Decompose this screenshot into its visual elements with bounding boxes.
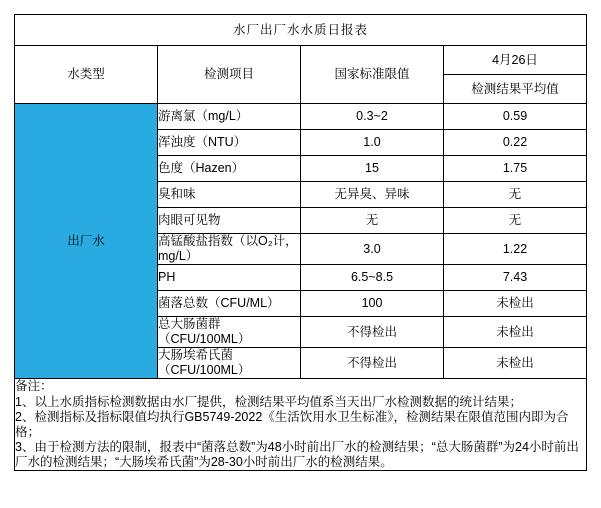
result-cell: 未检出 — [444, 348, 587, 379]
standard-limit-cell: 0.3~2 — [301, 104, 444, 130]
note-item-3: 3、由于检测方法的限制，报表中“菌落总数”为48小时前出厂水的检测结果；“总大肠菌群”为24小时前出厂水的检测结果；“大肠埃希氏菌”为28-30小时前出厂水的检测结果。 — [15, 440, 579, 469]
test-item-cell: 色度（Hazen） — [158, 156, 301, 182]
water-type-cell: 出厂水 — [15, 104, 158, 379]
column-header-date: 4月26日 — [444, 46, 587, 75]
notes-row — [15, 379, 587, 471]
test-item-cell: 总大肠菌群（CFU/100ML） — [158, 317, 301, 348]
column-header-water-type: 水类型 — [15, 46, 158, 104]
standard-limit-cell: 6.5~8.5 — [301, 265, 444, 291]
standard-limit-cell: 100 — [301, 291, 444, 317]
table-row — [15, 104, 587, 130]
test-item-cell: 菌落总数（CFU/ML） — [158, 291, 301, 317]
result-cell: 无 — [444, 208, 587, 234]
result-cell: 1.75 — [444, 156, 587, 182]
test-item-cell: PH — [158, 265, 301, 291]
notes-heading: 备注： — [15, 379, 53, 393]
result-cell: 未检出 — [444, 317, 587, 348]
standard-limit-cell: 3.0 — [301, 234, 444, 265]
result-cell: 0.59 — [444, 104, 587, 130]
standard-limit-cell: 不得检出 — [301, 348, 444, 379]
result-cell: 0.22 — [444, 130, 587, 156]
header-row-main — [15, 46, 587, 75]
standard-limit-cell: 15 — [301, 156, 444, 182]
test-item-cell: 大肠埃希氏菌（CFU/100ML） — [158, 348, 301, 379]
result-cell: 无 — [444, 182, 587, 208]
notes-section — [15, 379, 587, 471]
column-header-average-result: 检测结果平均值 — [444, 75, 587, 104]
test-item-cell: 臭和味 — [158, 182, 301, 208]
standard-limit-cell: 无异臭、异味 — [301, 182, 444, 208]
result-cell: 未检出 — [444, 291, 587, 317]
water-quality-report-table — [14, 14, 587, 471]
test-item-cell: 游离氯（mg/L） — [158, 104, 301, 130]
test-item-cell: 高锰酸盐指数（以O₂计，mg/L） — [158, 234, 301, 265]
standard-limit-cell: 不得检出 — [301, 317, 444, 348]
standard-limit-cell: 无 — [301, 208, 444, 234]
result-cell: 7.43 — [444, 265, 587, 291]
title-row — [15, 15, 587, 46]
test-item-cell: 浑浊度（NTU） — [158, 130, 301, 156]
column-header-standard-limit: 国家标准限值 — [301, 46, 444, 104]
standard-limit-cell: 1.0 — [301, 130, 444, 156]
note-item-2: 2、检测指标及指标限值均执行GB5749-2022《生活饮用水卫生标准》，检测结果在限值范围内即为合格； — [15, 410, 569, 439]
test-item-cell: 肉眼可见物 — [158, 208, 301, 234]
column-header-test-item: 检测项目 — [158, 46, 301, 104]
note-item-1: 1、以上水质指标检测数据由水厂提供，检测结果平均值系当天出厂水检测数据的统计结果； — [15, 395, 522, 409]
page-title: 水厂出厂水水质日报表 — [15, 15, 587, 46]
result-cell: 1.22 — [444, 234, 587, 265]
